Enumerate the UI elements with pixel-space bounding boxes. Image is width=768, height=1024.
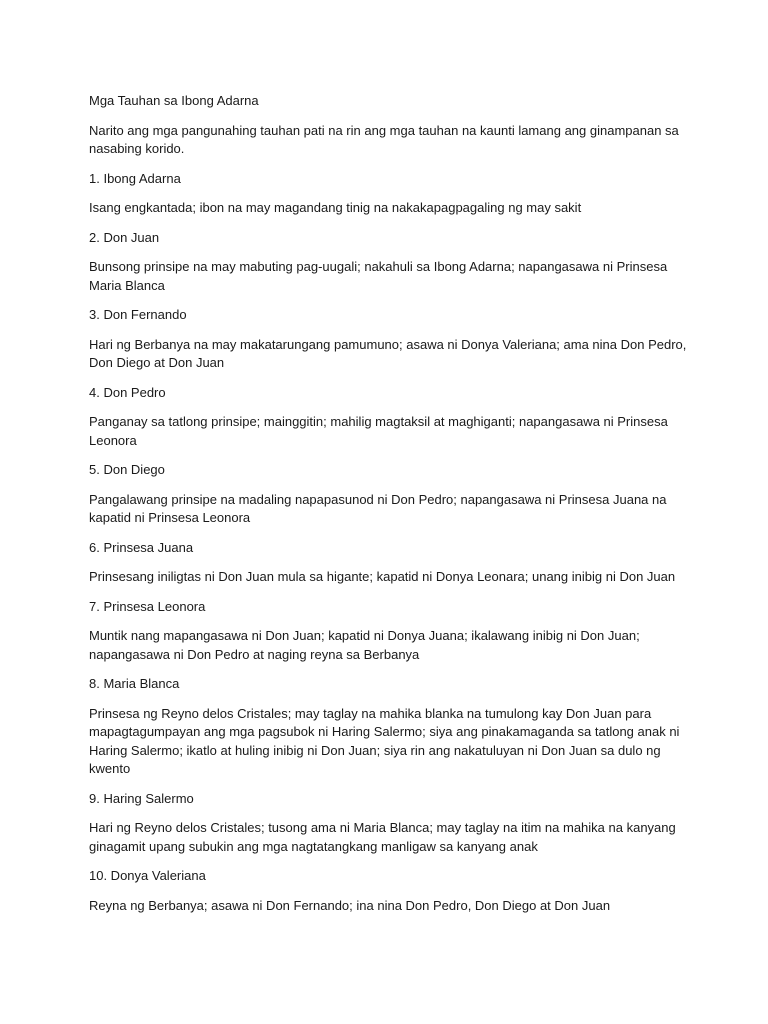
document-intro: Narito ang mga pangunahing tauhan pati na rin ang mga tauhan na kaunti lamang ang ginampanan sa nasabing korido.	[89, 122, 679, 156]
character-entry	[89, 170, 689, 218]
character-description: Prinsesa ng Reyno delos Cristales; may taglay na mahika blanka na tumulong kay Don Juan para mapagtagumpayan ang mga pagsubok ni Haring Salermo; siya ang pinakamaganda sa tatlong anak ni Haring Salermo; ikatlo at huling inibig ni Don Juan; siya rin ang nakatuluyan ni Don Juan sa dulo ng kwento	[89, 705, 680, 776]
document-page	[89, 92, 689, 926]
character-entry	[89, 229, 689, 296]
character-heading: 4. Don Pedro	[89, 384, 166, 400]
character-description: Reyna ng Berbanya; asawa ni Don Fernando; ina nina Don Pedro, Don Diego at Don Juan	[89, 897, 611, 913]
character-entry	[89, 675, 689, 779]
character-entry	[89, 790, 689, 857]
character-description: Pangalawang prinsipe na madaling napapasunod ni Don Pedro; napangasawa ni Prinsesa Juana na kapatid ni Prinsesa Leonora	[89, 491, 667, 525]
character-heading: 10. Donya Valeriana	[89, 868, 206, 883]
character-description: Hari ng Reyno delos Cristales; tusong ama ni Maria Blanca; may taglay na itim na mahika na kanyang ginagamit upang subukin ang mga nagtatangkang manligaw sa kanyang anak	[89, 820, 676, 854]
character-entry	[89, 384, 689, 451]
character-description: Prinsesang iniligtas ni Don Juan mula sa higante; kapatid ni Donya Leonara; unang inibig ni Don Juan	[89, 569, 676, 584]
character-heading: 1. Ibong Adarna	[89, 170, 181, 186]
character-heading: 9. Haring Salermo	[89, 790, 194, 806]
character-entry	[89, 539, 689, 587]
character-entry	[89, 306, 689, 373]
character-description: Panganay sa tatlong prinsipe; mainggitin; mahilig magtaksil at maghiganti; napangasawa ni Prinsesa Leonora	[89, 414, 668, 448]
character-heading: 8. Maria Blanca	[89, 676, 180, 691]
document-title: Mga Tauhan sa Ibong Adarna	[89, 93, 259, 108]
character-heading: 2. Don Juan	[89, 229, 160, 245]
character-entry	[89, 867, 689, 915]
character-entry	[89, 598, 689, 665]
character-heading: 5. Don Diego	[89, 462, 165, 477]
character-description: Isang engkantada; ibon na may magandang tinig na nakakapagpagaling ng may sakit	[89, 200, 582, 215]
character-description: Muntik nang mapangasawa ni Don Juan; kapatid ni Donya Juana; ikalawang inibig ni Don Juan; napangasawa ni Don Pedro at naging reyna sa Berbanya	[89, 628, 640, 662]
character-entry	[89, 461, 689, 528]
character-heading: 7. Prinsesa Leonora	[89, 598, 206, 614]
character-heading: 6. Prinsesa Juana	[89, 539, 194, 555]
character-description: Hari ng Berbanya na may makatarungang pamumuno; asawa ni Donya Valeriana; ama nina Don Pedro, Don Diego at Don Juan	[89, 336, 687, 370]
character-description: Bunsong prinsipe na may mabuting pag-uugali; nakahuli sa Ibong Adarna; napangasawa ni Prinsesa Maria Blanca	[89, 259, 668, 293]
character-heading: 3. Don Fernando	[89, 307, 187, 322]
